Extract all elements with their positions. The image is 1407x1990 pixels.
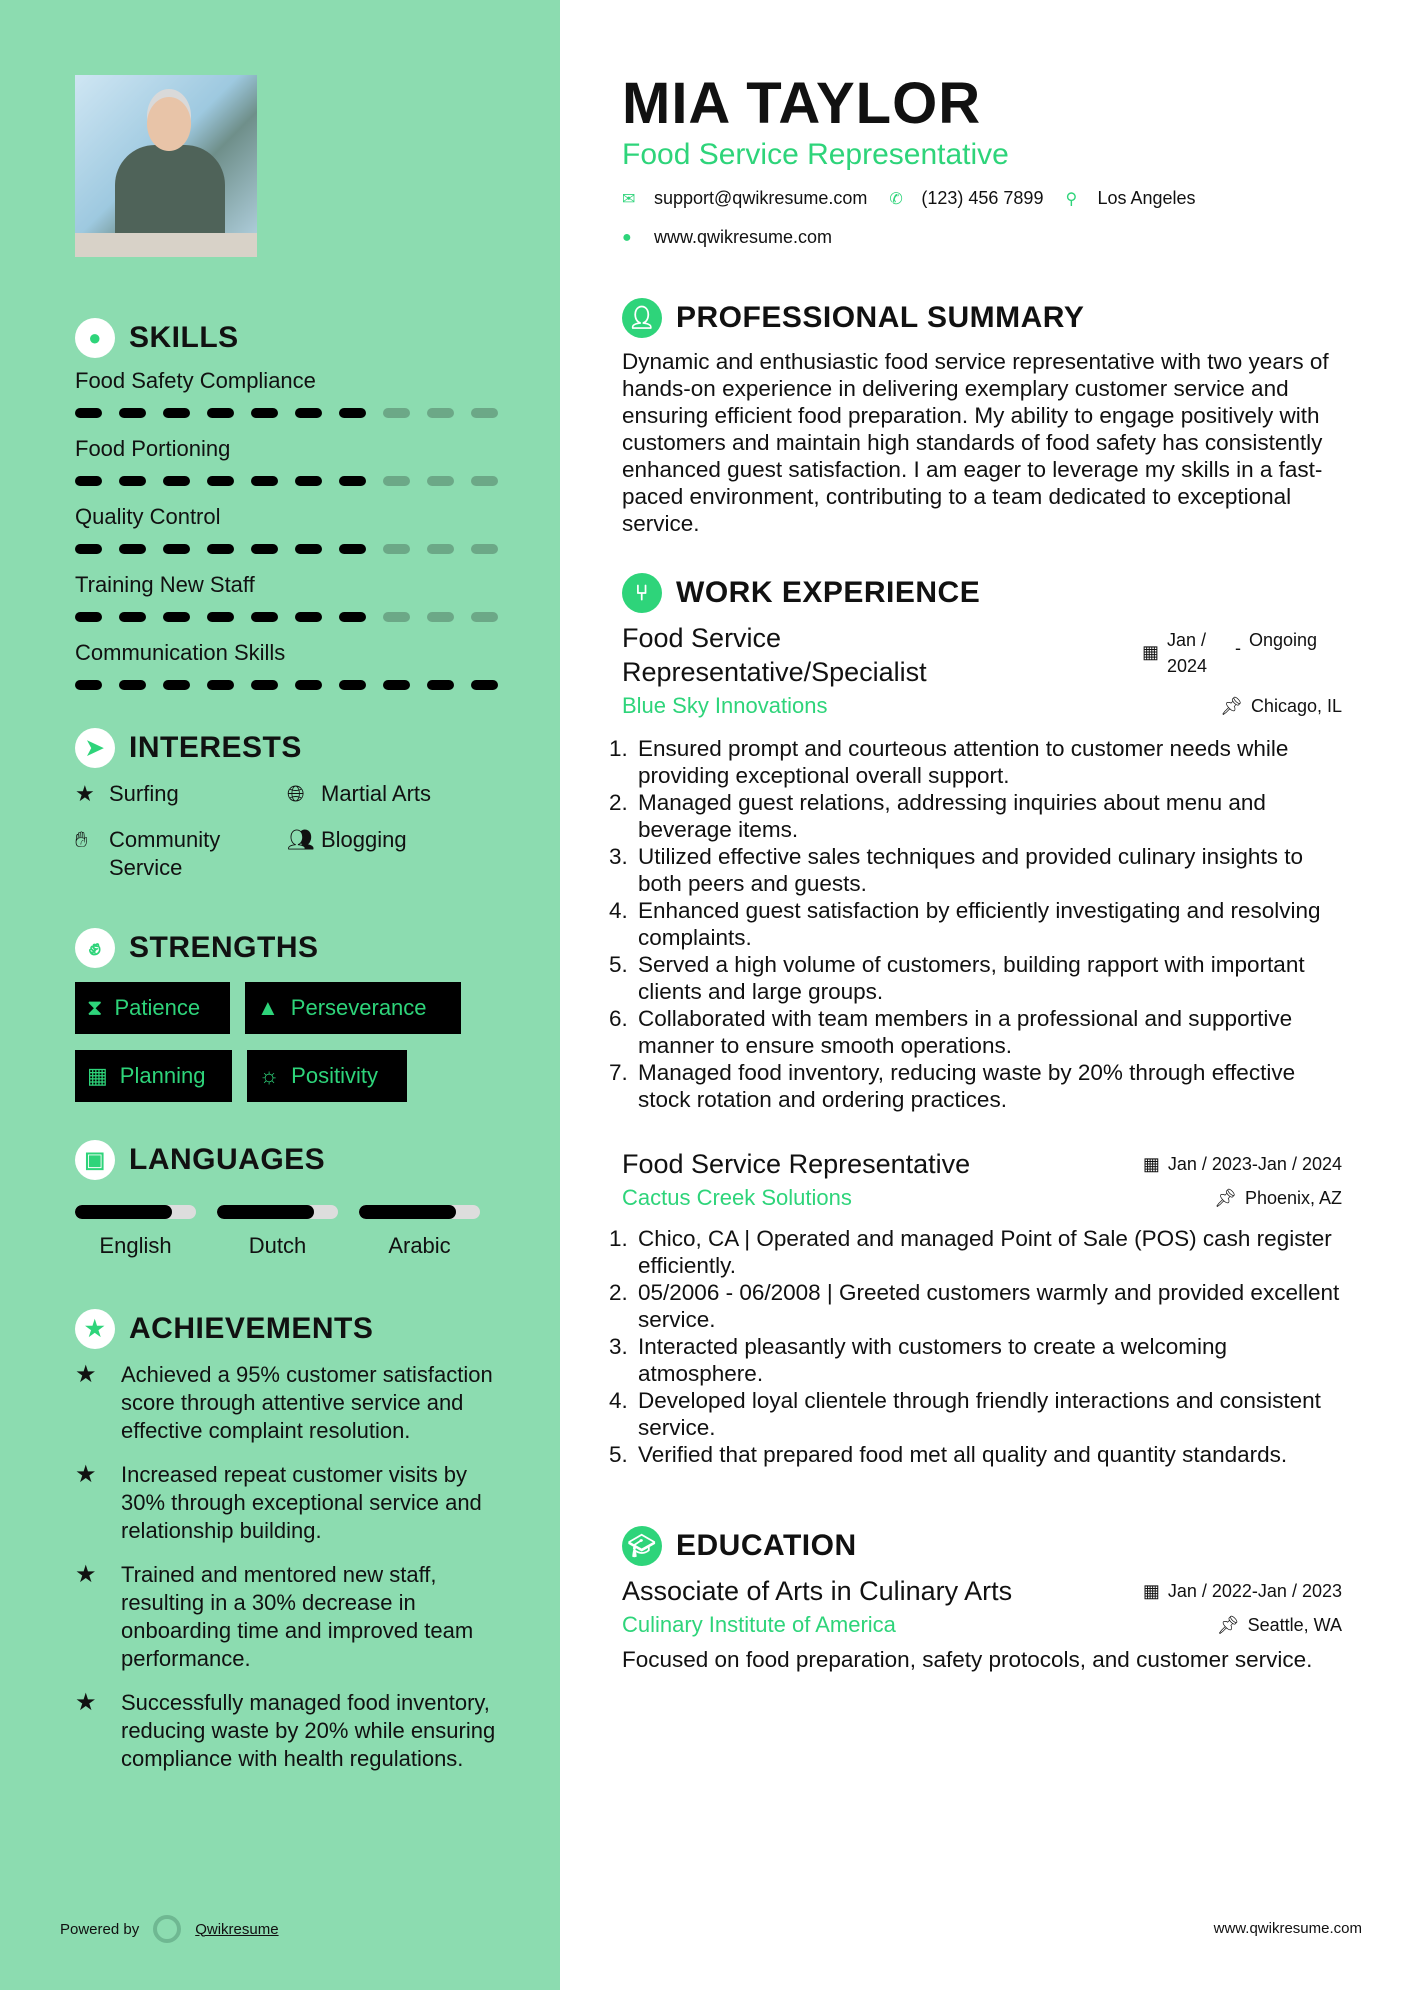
job-bullets <box>614 735 1342 1113</box>
summary-text: Dynamic and enthusiastic food service representative with two years of hands-on experience in delivering exemplary customer service and ensuring efficient food preparation. My ability to engage positively with customers and maintain high standards of food safety has consistently enhanced guest satisfaction. I am eager to leverage my skills in a fast-paced environment, contributing to a team dedicated to exceptional service. <box>622 349 1329 536</box>
skill-level-dash <box>75 408 102 418</box>
star-badge-icon: ★ <box>75 1561 97 1588</box>
skill-level-dash <box>75 544 102 554</box>
skill-level-bar <box>75 408 505 418</box>
skill-level-dash <box>383 476 410 486</box>
hand-icon: ✋︎ <box>75 827 88 852</box>
skill-level-dash <box>163 612 190 622</box>
skill-level-dash <box>427 544 454 554</box>
skill-level-dash <box>251 476 278 486</box>
job-bullet: 4. Developed loyal clientele through friendly interactions and consistent service. <box>634 1387 1342 1441</box>
summary-heading: PROFESSIONAL SUMMARY <box>676 301 1085 334</box>
qwikresume-link[interactable]: Qwikresume <box>195 1920 279 1938</box>
interest-item: ★ Surfing <box>75 781 179 806</box>
skill-level-dash <box>207 544 234 554</box>
job-title: Food Service Representative <box>622 138 1009 171</box>
achievement-item: ★ Achieved a 95% customer satisfaction score through attentive service and effective complaint resolution. <box>75 1361 493 1443</box>
main-content <box>622 0 1342 1673</box>
email-icon: ✉ <box>622 190 636 208</box>
powered-by: Powered by Qwikresume <box>60 1915 279 1943</box>
hourglass-icon: ⧗ <box>87 995 103 1020</box>
interest-item: 👥︎ Blogging <box>287 826 507 882</box>
phone-icon: ✆ <box>889 190 903 208</box>
skill-level-dash <box>427 408 454 418</box>
strength-tag: ⧗ Patience <box>75 982 230 1034</box>
skill-item <box>75 436 505 486</box>
location-pin-icon: ⚲ <box>1065 190 1078 208</box>
star-badge-icon: ★ <box>75 1361 97 1388</box>
skill-level-dash <box>119 680 146 690</box>
skill-level-dash <box>119 476 146 486</box>
chair-icon: ⑂ <box>622 573 662 613</box>
language-item <box>217 1205 338 1259</box>
achievement-item: ★ Increased repeat customer visits by 30% through exceptional service and relationship building. <box>75 1461 482 1543</box>
skill-level-dash <box>163 680 190 690</box>
sun-icon: ☼ <box>259 1063 280 1088</box>
skill-label: Communication Skills <box>75 640 286 665</box>
skill-level-dash <box>471 476 498 486</box>
skill-level-dash <box>427 680 454 690</box>
skill-level-dash <box>163 408 190 418</box>
language-item <box>359 1205 480 1259</box>
job-bullet: 3. Utilized effective sales techniques and provided culinary insights to both peers and guests. <box>634 843 1342 897</box>
strengths-heading: STRENGTHS <box>129 931 319 964</box>
skill-level-dash <box>163 476 190 486</box>
lightbulb-icon: ● <box>75 318 115 358</box>
skill-level-dash <box>75 612 102 622</box>
skill-item <box>75 504 505 554</box>
skill-item <box>75 572 505 622</box>
star-badge-icon: ★ <box>75 1309 115 1349</box>
paper-plane-icon: ➤ <box>75 728 115 768</box>
strengths-section <box>75 928 515 1102</box>
interest-item: 🌐︎ Martial Arts <box>287 781 432 806</box>
website[interactable]: www.qwikresume.com <box>654 227 833 247</box>
language-level-fill <box>75 1205 172 1219</box>
education-text: Focused on food preparation, safety protocols, and customer service. <box>622 1647 1313 1672</box>
skill-level-dash <box>295 408 322 418</box>
language-label: Dutch <box>248 1233 307 1258</box>
skill-level-dash <box>207 612 234 622</box>
skill-level-dash <box>251 612 278 622</box>
language-level-bar <box>75 1205 196 1219</box>
skills-section <box>75 318 505 708</box>
company-name: Cactus Creek Solutions <box>622 1185 852 1210</box>
skill-level-dash <box>207 408 234 418</box>
job-bullet: 6. Collaborated with team members in a professional and supportive manner to ensure smooth operations. <box>634 1005 1342 1059</box>
education-heading: EDUCATION <box>676 1529 857 1562</box>
qwikresume-logo-icon <box>153 1915 181 1943</box>
skill-level-dash <box>119 408 146 418</box>
job-entry: Food Service Representative/Specialist ▦ Jan / 2024 - Ongoing Blue Sky Innovations 📌︎ Chicago, IL 1. Ensured prompt and courteous attention to customer needs while providing exceptional overall support. 2. Managed guest relations, addressing inquiries about menu and beverage items. 3. Utilized effective sales techniques and provided culinary insights to both peers and guests. 4. Enhanced guest satisfaction by efficiently investigating and resolving complaints. 5. Served a high volume of customers, building rapport with important clients and large groups. 6. Collaborated with team members in a professional and supportive manner to ensure smooth operations. 7. Managed food inventory, reducing waste by 20% through effective stock rotation and ordering practices. <box>622 621 1342 1113</box>
calendar-icon: ▦ <box>1142 1153 1160 1174</box>
skill-level-bar <box>75 612 505 622</box>
skill-level-dash <box>251 544 278 554</box>
skill-level-dash <box>251 680 278 690</box>
skill-level-bar <box>75 680 505 690</box>
degree: Associate of Arts in Culinary Arts <box>622 1576 1013 1606</box>
interests-heading: INTERESTS <box>129 731 302 764</box>
star-icon: ★ <box>75 781 95 806</box>
strength-tag: ▦ Planning <box>75 1050 232 1102</box>
phone: (123) 456 7899 <box>921 188 1044 208</box>
candidate-name: MIA TAYLOR <box>622 71 982 136</box>
job-entry: Food Service Representative ▦ Jan / 2023-Jan / 2024 Cactus Creek Solutions 📌︎ Phoenix, AZ 1. Chico, CA | Operated and managed Point of Sale (POS) cash register efficiently. 2. 05/2006 - 06/2008 | Greeted customers warmly and provided excellent service. 3. Interacted pleasantly with customers to create a welcoming atmosphere. 4. Developed loyal clientele through friendly interactions and consistent service. 5. Verified that prepared food met all quality and quantity standards. <box>622 1147 1342 1468</box>
calendar-icon: ▦ <box>1142 642 1160 662</box>
skill-item <box>75 368 505 418</box>
language-level-bar <box>217 1205 338 1219</box>
skill-label: Training New Staff <box>75 572 255 597</box>
job-bullet: 7. Managed food inventory, reducing waste by 20% through effective stock rotation and ordering practices. <box>634 1059 1342 1113</box>
skill-item <box>75 640 505 690</box>
skill-level-dash <box>471 544 498 554</box>
pin-icon: 📌︎ <box>1214 1187 1237 1208</box>
job-entry-title: Food Service Representative <box>622 1149 971 1179</box>
experience-heading: WORK EXPERIENCE <box>676 576 981 609</box>
school-name: Culinary Institute of America <box>622 1612 896 1637</box>
skill-level-dash <box>427 476 454 486</box>
achievement-item: ★ Trained and mentored new staff, resulting in a 30% decrease in onboarding time and improved team performance. <box>75 1561 474 1671</box>
skill-level-dash <box>295 680 322 690</box>
globe-icon: 🌐︎ <box>287 781 305 806</box>
language-level-fill <box>217 1205 314 1219</box>
skill-level-dash <box>119 544 146 554</box>
road-icon: ▲ <box>257 995 279 1020</box>
skill-level-dash <box>339 612 366 622</box>
education-entry: Associate of Arts in Culinary Arts ▦ Jan / 2022-Jan / 2023 Culinary Institute of America 📌︎ Seattle, WA Focused on food preparation, safety protocols, and customer service. <box>622 1576 1342 1672</box>
language-label: Arabic <box>388 1233 451 1258</box>
skill-level-dash <box>339 544 366 554</box>
job-bullet: 2. 05/2006 - 06/2008 | Greeted customers warmly and provided excellent service. <box>634 1279 1342 1333</box>
skill-level-bar <box>75 544 505 554</box>
email[interactable]: support@qwikresume.com <box>654 188 868 208</box>
skills-heading: SKILLS <box>129 321 239 354</box>
job-bullet: 2. Managed guest relations, addressing inquiries about menu and beverage items. <box>634 789 1342 843</box>
star-badge-icon: ★ <box>75 1689 97 1716</box>
skill-level-dash <box>119 612 146 622</box>
job-bullet: 3. Interacted pleasantly with customers to create a welcoming atmosphere. <box>634 1333 1342 1387</box>
skill-level-dash <box>427 612 454 622</box>
language-label: English <box>99 1233 172 1258</box>
skill-level-dash <box>251 408 278 418</box>
skill-level-dash <box>75 476 102 486</box>
skill-label: Quality Control <box>75 504 221 529</box>
calendar-icon: ▦ <box>87 1063 108 1088</box>
skill-label: Food Portioning <box>75 436 231 461</box>
language-level-bar <box>359 1205 480 1219</box>
skill-level-dash <box>163 544 190 554</box>
star-badge-icon: ★ <box>75 1461 97 1488</box>
achievements-heading: ACHIEVEMENTS <box>129 1312 374 1345</box>
skill-level-dash <box>471 408 498 418</box>
calendar-icon: ▦ <box>1142 1580 1160 1601</box>
pin-icon: 📌︎ <box>1216 1614 1240 1635</box>
sidebar <box>0 0 560 1990</box>
skill-level-dash <box>383 544 410 554</box>
skill-level-dash <box>339 408 366 418</box>
language-icon: ▣ <box>75 1140 115 1180</box>
fist-icon: ✊︎ <box>75 928 115 968</box>
user-icon: 👤︎ <box>622 298 662 338</box>
skill-level-dash <box>339 680 366 690</box>
languages-section <box>75 1140 515 1259</box>
skill-level-dash <box>207 476 234 486</box>
profile-photo <box>75 75 257 257</box>
globe-icon: ● <box>622 228 632 246</box>
job-bullets <box>614 1225 1342 1468</box>
job-bullet: 4. Enhanced guest satisfaction by efficiently investigating and resolving complaints. <box>634 897 1342 951</box>
skill-level-dash <box>75 680 102 690</box>
skill-level-dash <box>295 544 322 554</box>
job-bullet: 5. Verified that prepared food met all quality and quantity standards. <box>634 1441 1342 1468</box>
strength-tag: ▲ Perseverance <box>245 982 461 1034</box>
footer-website[interactable]: www.qwikresume.com <box>1213 1920 1362 1937</box>
graduate-icon: 🎓︎ <box>622 1526 662 1566</box>
skill-level-dash <box>383 408 410 418</box>
strength-tag: ☼ Positivity <box>247 1050 407 1102</box>
interests-section <box>75 728 515 882</box>
job-bullet: 5. Served a high volume of customers, building rapport with important clients and large groups. <box>634 951 1342 1005</box>
achievements-section <box>75 1309 505 1789</box>
skill-level-dash <box>383 680 410 690</box>
location: Los Angeles <box>1097 188 1196 208</box>
language-level-fill <box>359 1205 456 1219</box>
job-bullet: 1. Chico, CA | Operated and managed Point of Sale (POS) cash register efficiently. <box>634 1225 1342 1279</box>
skill-level-bar <box>75 476 505 486</box>
skill-level-dash <box>339 476 366 486</box>
language-item <box>75 1205 196 1259</box>
languages-heading: LANGUAGES <box>129 1143 326 1176</box>
skill-label: Food Safety Compliance <box>75 368 316 393</box>
skill-level-dash <box>295 476 322 486</box>
users-icon: 👥︎ <box>287 827 315 852</box>
job-bullet: 1. Ensured prompt and courteous attention to customer needs while providing exceptional overall support. <box>634 735 1342 789</box>
skill-level-dash <box>207 680 234 690</box>
skill-level-dash <box>471 680 498 690</box>
skill-level-dash <box>383 612 410 622</box>
skill-level-dash <box>471 612 498 622</box>
achievement-item: ★ Successfully managed food inventory, reducing waste by 20% while ensuring compliance with health regulations. <box>75 1689 496 1771</box>
skill-level-dash <box>295 612 322 622</box>
pin-icon: 📌︎ <box>1220 695 1243 716</box>
company-name: Blue Sky Innovations <box>622 693 828 718</box>
job-entry-title: Food Service Representative/Specialist <box>622 623 927 687</box>
interest-item: ✋︎ Community Service <box>75 827 221 880</box>
